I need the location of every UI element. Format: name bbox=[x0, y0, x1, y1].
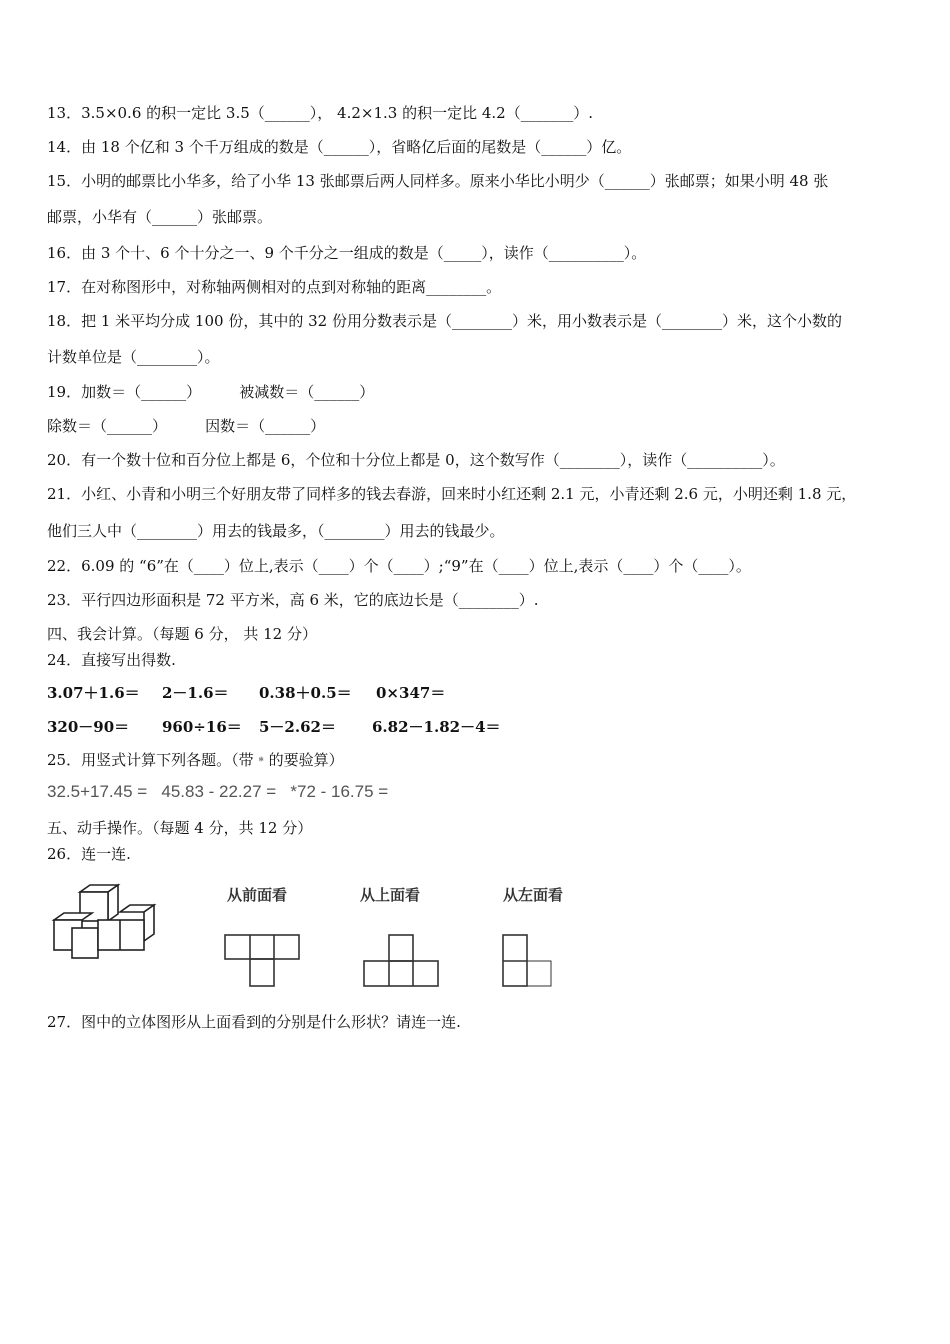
question-19: 19．加数＝（______） 被减数＝（______） bbox=[47, 383, 375, 401]
view-label-top: 从上面看 bbox=[360, 886, 421, 904]
question-18: 18．把 1 米平均分成 100 份，其中的 32 份用分数表示是（________）米，用小数表示是（________）米，这个小数的 bbox=[47, 312, 842, 330]
cube-figure bbox=[50, 882, 165, 960]
question-23: 23．平行四边形面积是 72 平方米，高 6 米，它的底边长是（________）. bbox=[47, 591, 539, 609]
view-shape-left bbox=[502, 934, 554, 988]
calc-item: 3.07＋1.6＝ bbox=[47, 684, 140, 702]
question-19-cont: 除数＝（______） 因数＝（______） bbox=[47, 417, 326, 435]
question-18-cont: 计数单位是（________）。 bbox=[47, 348, 220, 366]
view-shape-top bbox=[363, 934, 439, 988]
section-5-heading: 五、动手操作。（每题 4 分，共 12 分） bbox=[47, 819, 313, 837]
view-shape-front bbox=[224, 934, 300, 988]
calc-item: 0.38＋0.5＝ bbox=[259, 684, 352, 702]
question-21: 21．小红、小青和小明三个好朋友带了同样多的钱去春游，回来时小红还剩 2.1 元，小青还剩 2.6 元，小明还剩 1.8 元， bbox=[47, 485, 857, 503]
question-13: 13．3.5×0.6 的积一定比 3.5（______）， 4.2×1.3 的积一定比 4.2（_______）. bbox=[47, 104, 593, 122]
question-20: 20．有一个数十位和百分位上都是 6，个位和十分位上都是 0，这个数写作（________），读作（__________）。 bbox=[47, 451, 785, 469]
question-21-cont: 他们三人中（________）用去的钱最多，（________）用去的钱最少。 bbox=[47, 522, 505, 540]
question-25: 25．用竖式计算下列各题。（带﹡的要验算） bbox=[47, 751, 344, 769]
calc-item: 2－1.6＝ bbox=[162, 684, 229, 702]
question-25-expressions: 32.5+17.45 = 45.83 - 22.27 = *72 - 16.75 = bbox=[47, 782, 389, 801]
question-26: 26．连一连. bbox=[47, 845, 131, 863]
question-16: 16．由 3 个十、6 个十分之一、9 个千分之一组成的数是（_____），读作（__________）。 bbox=[47, 244, 647, 262]
section-4-heading: 四、我会计算。（每题 6 分， 共 12 分） bbox=[47, 625, 317, 643]
calc-item: 6.82－1.82－4＝ bbox=[372, 718, 501, 736]
question-15-cont: 邮票，小华有（______）张邮票。 bbox=[47, 208, 273, 226]
question-22: 22．6.09 的 “6”在（____）位上,表示（____）个（____）;“9”在（____）位上,表示（____）个（____）。 bbox=[47, 557, 751, 575]
question-15: 15．小明的邮票比小华多，给了小华 13 张邮票后两人同样多。原来小华比小明少（______）张邮票；如果小明 48 张 bbox=[47, 172, 829, 190]
question-27: 27．图中的立体图形从上面看到的分别是什么形状？请连一连. bbox=[47, 1013, 461, 1031]
calc-item: 0×347＝ bbox=[376, 684, 446, 702]
question-24: 24．直接写出得数. bbox=[47, 651, 176, 669]
calc-item: 320－90＝ bbox=[47, 718, 130, 736]
calc-item: 5－2.62＝ bbox=[259, 718, 336, 736]
view-label-front: 从前面看 bbox=[227, 886, 288, 904]
calc-item: 960÷16＝ bbox=[162, 718, 242, 736]
question-17: 17．在对称图形中，对称轴两侧相对的点到对称轴的距离________。 bbox=[47, 278, 502, 296]
question-14: 14．由 18 个亿和 3 个千万组成的数是（______），省略亿后面的尾数是（______）亿。 bbox=[47, 138, 632, 156]
view-label-left: 从左面看 bbox=[503, 886, 564, 904]
